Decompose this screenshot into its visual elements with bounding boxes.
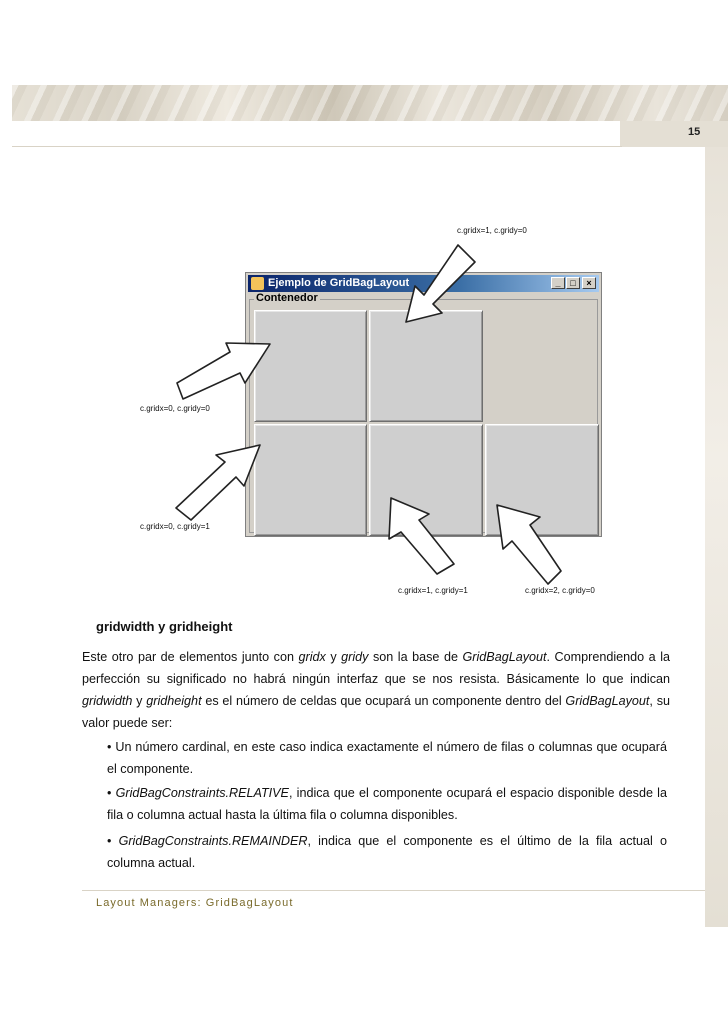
- arrow-to-cell-1-1: [389, 498, 454, 574]
- footer-rule: [82, 890, 705, 891]
- text-run: •: [107, 740, 116, 754]
- italic-term: gridheight: [146, 694, 202, 708]
- italic-term: gridwidth: [82, 694, 133, 708]
- italic-term: GridBagConstraints.RELATIVE: [115, 786, 289, 800]
- italic-term: gridy: [341, 650, 369, 664]
- text-run: •: [107, 834, 119, 848]
- running-footer: Layout Managers: GridBagLayout: [96, 897, 294, 909]
- italic-term: GridBagConstraints.REMAINDER: [118, 834, 308, 848]
- callout-gridx1-gridy0: c.gridx=1, c.gridy=0: [457, 226, 527, 235]
- italic-term: GridBagLayout: [462, 650, 547, 664]
- arrow-to-cell-1-0: [406, 245, 475, 322]
- window-title: Ejemplo de GridBagLayout: [268, 277, 410, 289]
- text-run: son la base de: [368, 650, 463, 664]
- text-run: , indica que el componente ocupará el espacio disponible desde la fila o columna actual hasta la última fila o columna disponibles.: [107, 786, 667, 822]
- text-run: es el número de celdas que ocupará un componente dentro del: [201, 694, 566, 708]
- bullet-item: [107, 830, 667, 874]
- callout-gridx1-gridy1: c.gridx=1, c.gridy=1: [398, 586, 468, 595]
- bullet-item: [107, 782, 667, 826]
- text-run: , indica que el componente es el último de la fila actual o columna actual.: [107, 834, 667, 870]
- arrow-to-cell-0-1: [176, 445, 260, 520]
- callout-gridx2-gridy0: c.gridx=2, c.gridy=0: [525, 586, 595, 595]
- bullet-item: [107, 736, 667, 780]
- italic-term: gridx: [298, 650, 326, 664]
- arrow-to-cell-2-0: [497, 505, 561, 584]
- italic-term: GridBagLayout: [565, 694, 650, 708]
- section-heading: gridwidth y gridheight: [96, 619, 233, 634]
- minimize-button[interactable]: _: [551, 277, 565, 289]
- text-run: y: [132, 694, 147, 708]
- text-run: y: [325, 650, 342, 664]
- arrow-to-cell-0-0: [177, 343, 270, 399]
- container-label: Contenedor: [256, 292, 318, 304]
- text-run: Un número cardinal, en este caso indica exactamente el número de filas o columnas que ocupará el componente.: [107, 740, 667, 776]
- page-number: 15: [688, 126, 701, 138]
- intro-paragraph: [82, 646, 670, 734]
- callout-gridx0-gridy0: c.gridx=0, c.gridy=0: [140, 404, 210, 413]
- text-run: , su valor puede ser:: [82, 694, 670, 730]
- callout-gridx0-gridy1: c.gridx=0, c.gridy=1: [140, 522, 210, 531]
- close-button[interactable]: ×: [582, 277, 596, 289]
- maximize-button[interactable]: □: [566, 277, 580, 289]
- text-run: . Comprendiendo a la perfección su significado no habrá ningún interfaz que se nos resista. Básicamente lo que indican: [82, 650, 671, 686]
- text-run: •: [107, 786, 116, 800]
- text-run: Este otro par de elementos junto con: [82, 650, 299, 664]
